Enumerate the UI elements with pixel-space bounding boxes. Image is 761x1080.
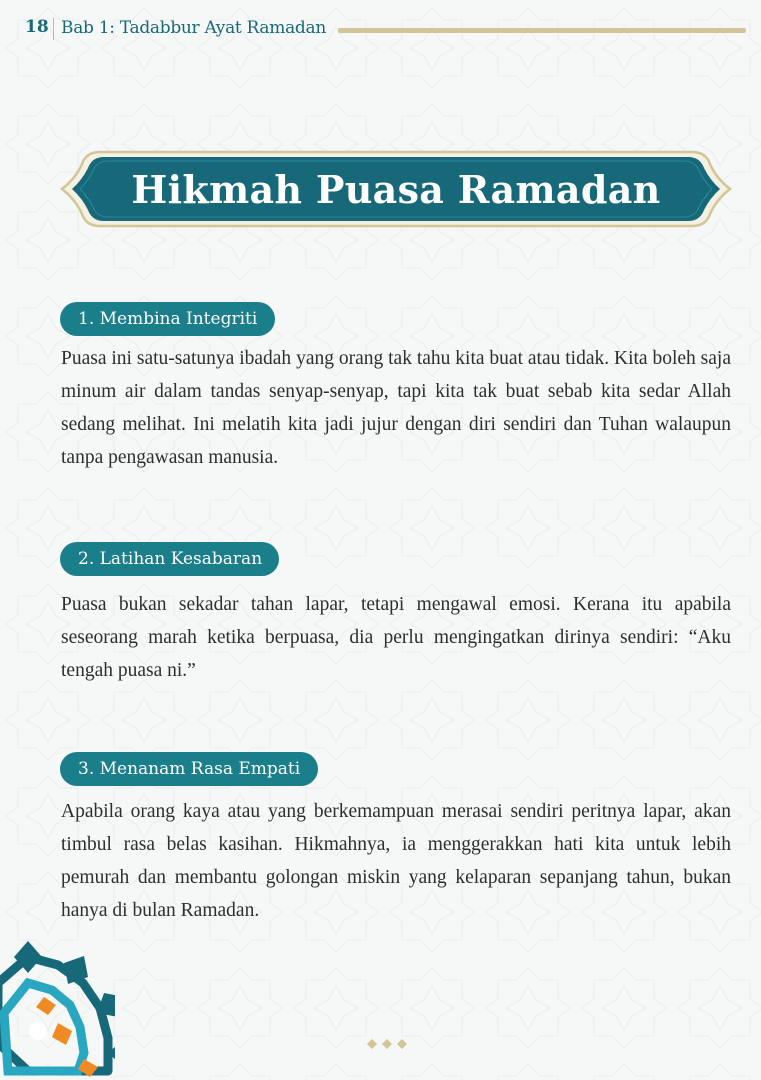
section-body-kesabaran: Puasa bukan sekadar tahan lapar, tetapi mengawal emosi. Kerana itu apabila seseorang marah ketika berpuasa, dia perlu mengingatkan dirinya sendiri: “Aku tengah puasa ni.” [61,594,731,681]
section-body-empati: Apabila orang kaya atau yang berkemampuan merasai sendiri peritnya lapar, akan timbul rasa belas kasihan. Hikmahnya, ia menggerakkan hati kita untuk lebih pemurah dan membantu golongan miskin yang kelaparan sepanjang tahun, bukan hanya di bulan Ramadan. [61,801,731,921]
section-heading-empati: 3. Menanam Rasa Empati [60,752,318,786]
chapter-title: Bab 1: Tadabbur Ayat Ramadan [61,18,326,38]
page-header [0,0,761,60]
page-title: Hikmah Puasa Ramadan [131,166,661,212]
page-number: 18 [25,17,49,37]
islamic-star-ornament-icon [0,935,115,1080]
header-divider [53,18,54,40]
section-heading-integriti: 1. Membina Integriti [60,302,275,336]
title-banner [60,150,732,228]
diamond-dots-icon [366,1038,408,1050]
header-rule [338,28,746,33]
section-heading-kesabaran: 2. Latihan Kesabaran [60,542,279,576]
section-body-integriti: Puasa ini satu-satunya ibadah yang orang tak tahu kita buat atau tidak. Kita boleh saja minum air dalam tandas senyap-senyap, tapi kita tak buat sebab kita sedar Allah sedang melihat. Ini melatih kita jadi jujur dengan diri sendiri dan Tuhan walaupun tanpa pengawasan manusia. [61,348,731,468]
